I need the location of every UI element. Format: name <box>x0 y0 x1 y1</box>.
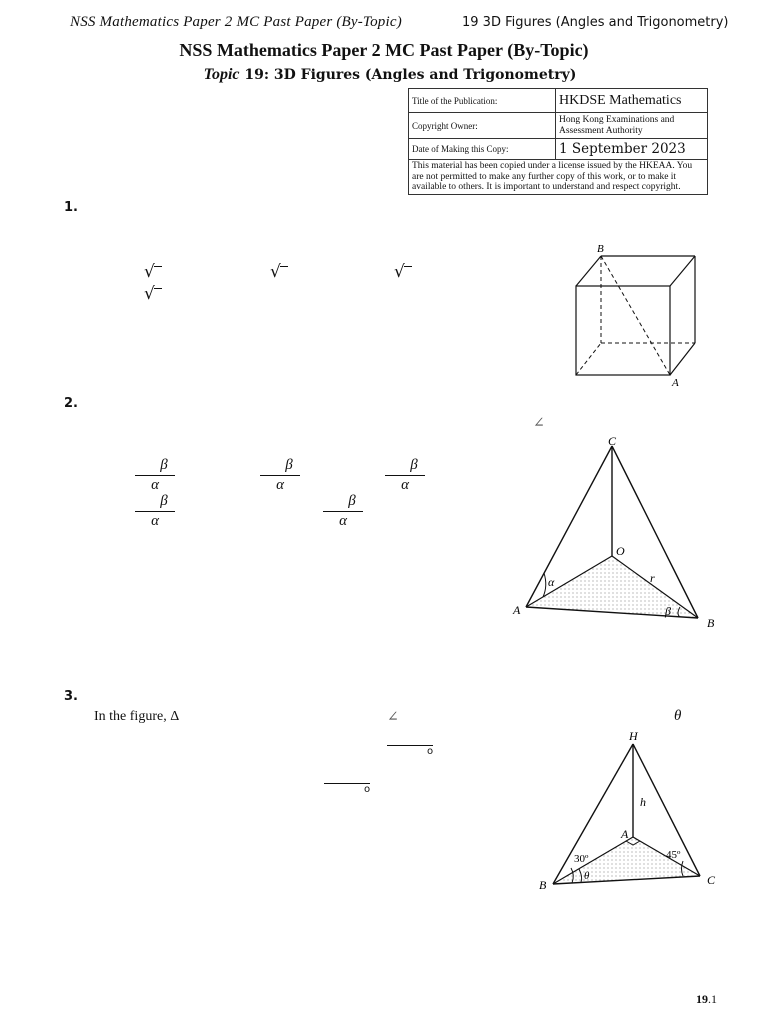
q2-option-c <box>385 457 425 494</box>
owner-label: Copyright Owner: <box>409 113 556 139</box>
label-c: C <box>707 873 716 887</box>
alpha: α <box>151 477 159 493</box>
fraction-bar <box>135 475 175 476</box>
copyright-note: This material has been copied under a license issued by the HKEAA. You are not permitted to make any further copy of this work, or to make it available to others. It is important to understand and respect copyright. <box>409 160 708 195</box>
label-a: A <box>672 377 679 389</box>
beta: β <box>410 457 418 473</box>
beta: β <box>348 493 356 509</box>
date-label: Date of Making this Copy: <box>409 139 556 160</box>
label-h-top: H <box>629 729 638 743</box>
alpha: α <box>151 513 159 529</box>
q2-number: 2. <box>64 396 78 411</box>
q2-option-e <box>323 493 363 530</box>
label-a: A <box>513 603 521 617</box>
q1-option-a-root: √ <box>144 262 155 282</box>
q2-option-b <box>260 457 300 494</box>
topic-subtitle <box>0 66 768 84</box>
label-a: A <box>621 827 629 841</box>
label-b: B <box>597 243 604 255</box>
topic-rest: 19: 3D Figures (Angles and Trigonometry) <box>239 67 577 83</box>
fraction-bar <box>385 475 425 476</box>
page-title: NSS Mathematics Paper 2 MC Past Paper (By-Topic) <box>179 40 589 60</box>
q2-option-a <box>135 457 175 494</box>
topic-prefix: Topic <box>203 66 240 83</box>
copyright-table <box>408 88 708 195</box>
label-30: 30º <box>574 853 589 865</box>
beta: β <box>160 457 168 473</box>
running-header-right: 19 3D Figures (Angles and Trigonometry) <box>462 15 729 30</box>
label-alpha: α <box>548 575 555 589</box>
label-r: r <box>650 571 655 585</box>
root-bar <box>154 288 162 289</box>
fraction-bar <box>135 511 175 512</box>
q3-angle-symbol: ∠ <box>387 709 399 725</box>
title-label: Title of the Publication: <box>409 89 556 113</box>
alpha: α <box>339 513 347 529</box>
beta: β <box>285 457 293 473</box>
q2-option-d <box>135 493 175 530</box>
page-number <box>696 992 717 1007</box>
label-c: C <box>608 436 617 448</box>
label-45: 45º <box>666 849 681 861</box>
q1-option-d-root: √ <box>144 284 155 304</box>
owner-value: Hong Kong Examinations and Assessment Authority <box>556 113 708 139</box>
q1-option-b-root: √ <box>270 262 281 282</box>
fraction-bar <box>323 511 363 512</box>
q1-cube-figure <box>565 238 705 393</box>
q3-number: 3. <box>64 689 78 704</box>
alpha: α <box>401 477 409 493</box>
q1-number: 1. <box>64 200 78 215</box>
alpha: α <box>276 477 284 493</box>
title-value: HKDSE Mathematics <box>556 89 708 113</box>
q3-intro-text: In the figure, Δ <box>94 709 180 724</box>
label-theta: θ <box>584 870 590 882</box>
root-bar <box>280 266 288 267</box>
page-number-bold: 19 <box>696 992 708 1006</box>
figure-background <box>566 239 704 392</box>
label-h: h <box>640 795 646 809</box>
degree-sign-1: o <box>427 746 434 757</box>
degree-sign-2: o <box>364 784 371 795</box>
q3-theta: θ <box>674 708 682 724</box>
label-beta: β <box>665 604 671 618</box>
alpha-arc <box>543 573 546 597</box>
date-value: 1 September 2023 <box>556 139 708 160</box>
label-b: B <box>539 878 547 892</box>
running-header-left: NSS Mathematics Paper 2 MC Past Paper (By-Topic) <box>70 14 402 30</box>
label-b: B <box>707 616 715 630</box>
label-o: O <box>616 544 625 558</box>
q3-pyramid-figure <box>535 727 725 895</box>
q2-tetrahedron-figure <box>508 436 723 636</box>
root-bar <box>154 266 162 267</box>
root-bar <box>404 266 412 267</box>
q2-angle-symbol: ∠ <box>533 415 545 431</box>
beta: β <box>160 493 168 509</box>
q1-option-c-root: √ <box>394 262 405 282</box>
fraction-bar <box>260 475 300 476</box>
page-number-rest: .1 <box>708 992 717 1006</box>
